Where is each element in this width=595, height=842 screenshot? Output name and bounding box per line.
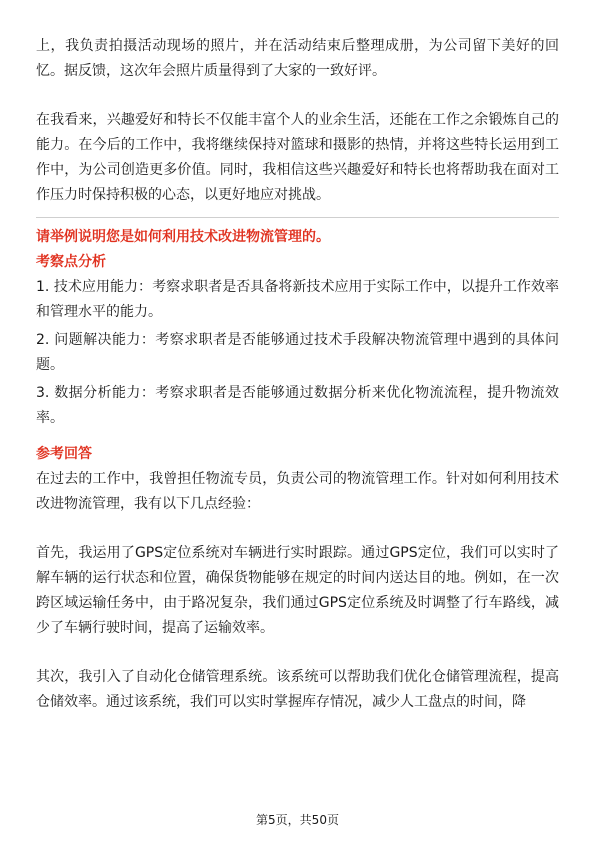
question-heading: 请举例说明您是如何利用技术改进物流管理的。 (36, 229, 330, 245)
answer-title: 参考回答 (36, 446, 92, 462)
answer-paragraph-1: 首先，我运用了GPS定位系统对车辆进行实时跟踪。通过GPS定位，我们可以实时了解车辆的运行状态和位置，确保货物能够在规定的时间内送达目的地。例如，在一次跨区域运输任务中，由于路况复杂，我们通过GPS定位系统及时调整了行车路线，减少了车辆行驶时间，提高了运输效率。 (36, 545, 559, 636)
section-divider (36, 217, 559, 218)
analysis-title: 考察点分析 (36, 254, 106, 270)
body-paragraph-1: 上，我负责拍摄活动现场的照片，并在活动结束后整理成册，为公司留下美好的回忆。据反馈，这次年会照片质量得到了大家的一致好评。 (36, 38, 559, 79)
analysis-item-1: 1. 技术应用能力：考察求职者是否具备将新技术应用于实际工作中，以提升工作效率和管理水平的能力。 (36, 279, 559, 320)
body-paragraph-2: 在我看来，兴趣爱好和特长不仅能丰富个人的业余生活，还能在工作之余锻炼自己的能力。在今后的工作中，我将继续保持对篮球和摄影的热情，并将这些特长运用到工作中，为公司创造更多价值。同时，我相信这些兴趣爱好和特长也将帮助我在面对工作压力时保持积极的心态，以更好地应对挑战。 (36, 112, 559, 203)
analysis-item-2: 2. 问题解决能力：考察求职者是否能够通过技术手段解决物流管理中遇到的具体问题。 (36, 332, 559, 373)
spacer (36, 641, 559, 665)
document-page (36, 34, 559, 715)
spacer (36, 434, 559, 442)
answer-intro: 在过去的工作中，我曾担任物流专员，负责公司的物流管理工作。针对如何利用技术改进物流管理，我有以下几点经验： (36, 471, 559, 512)
page-number: 第5页，共50页 (256, 813, 339, 827)
analysis-item-3: 3. 数据分析能力：考察求职者是否能够通过数据分析来优化物流流程，提升物流效率。 (36, 385, 559, 426)
answer-paragraph-2: 其次，我引入了自动化仓储管理系统。该系统可以帮助我们优化仓储管理流程，提高仓储效率。通过该系统，我们可以实时掌握库存情况，减少人工盘点的时间，降 (36, 669, 559, 710)
spacer (36, 517, 559, 541)
spacer (36, 84, 559, 108)
